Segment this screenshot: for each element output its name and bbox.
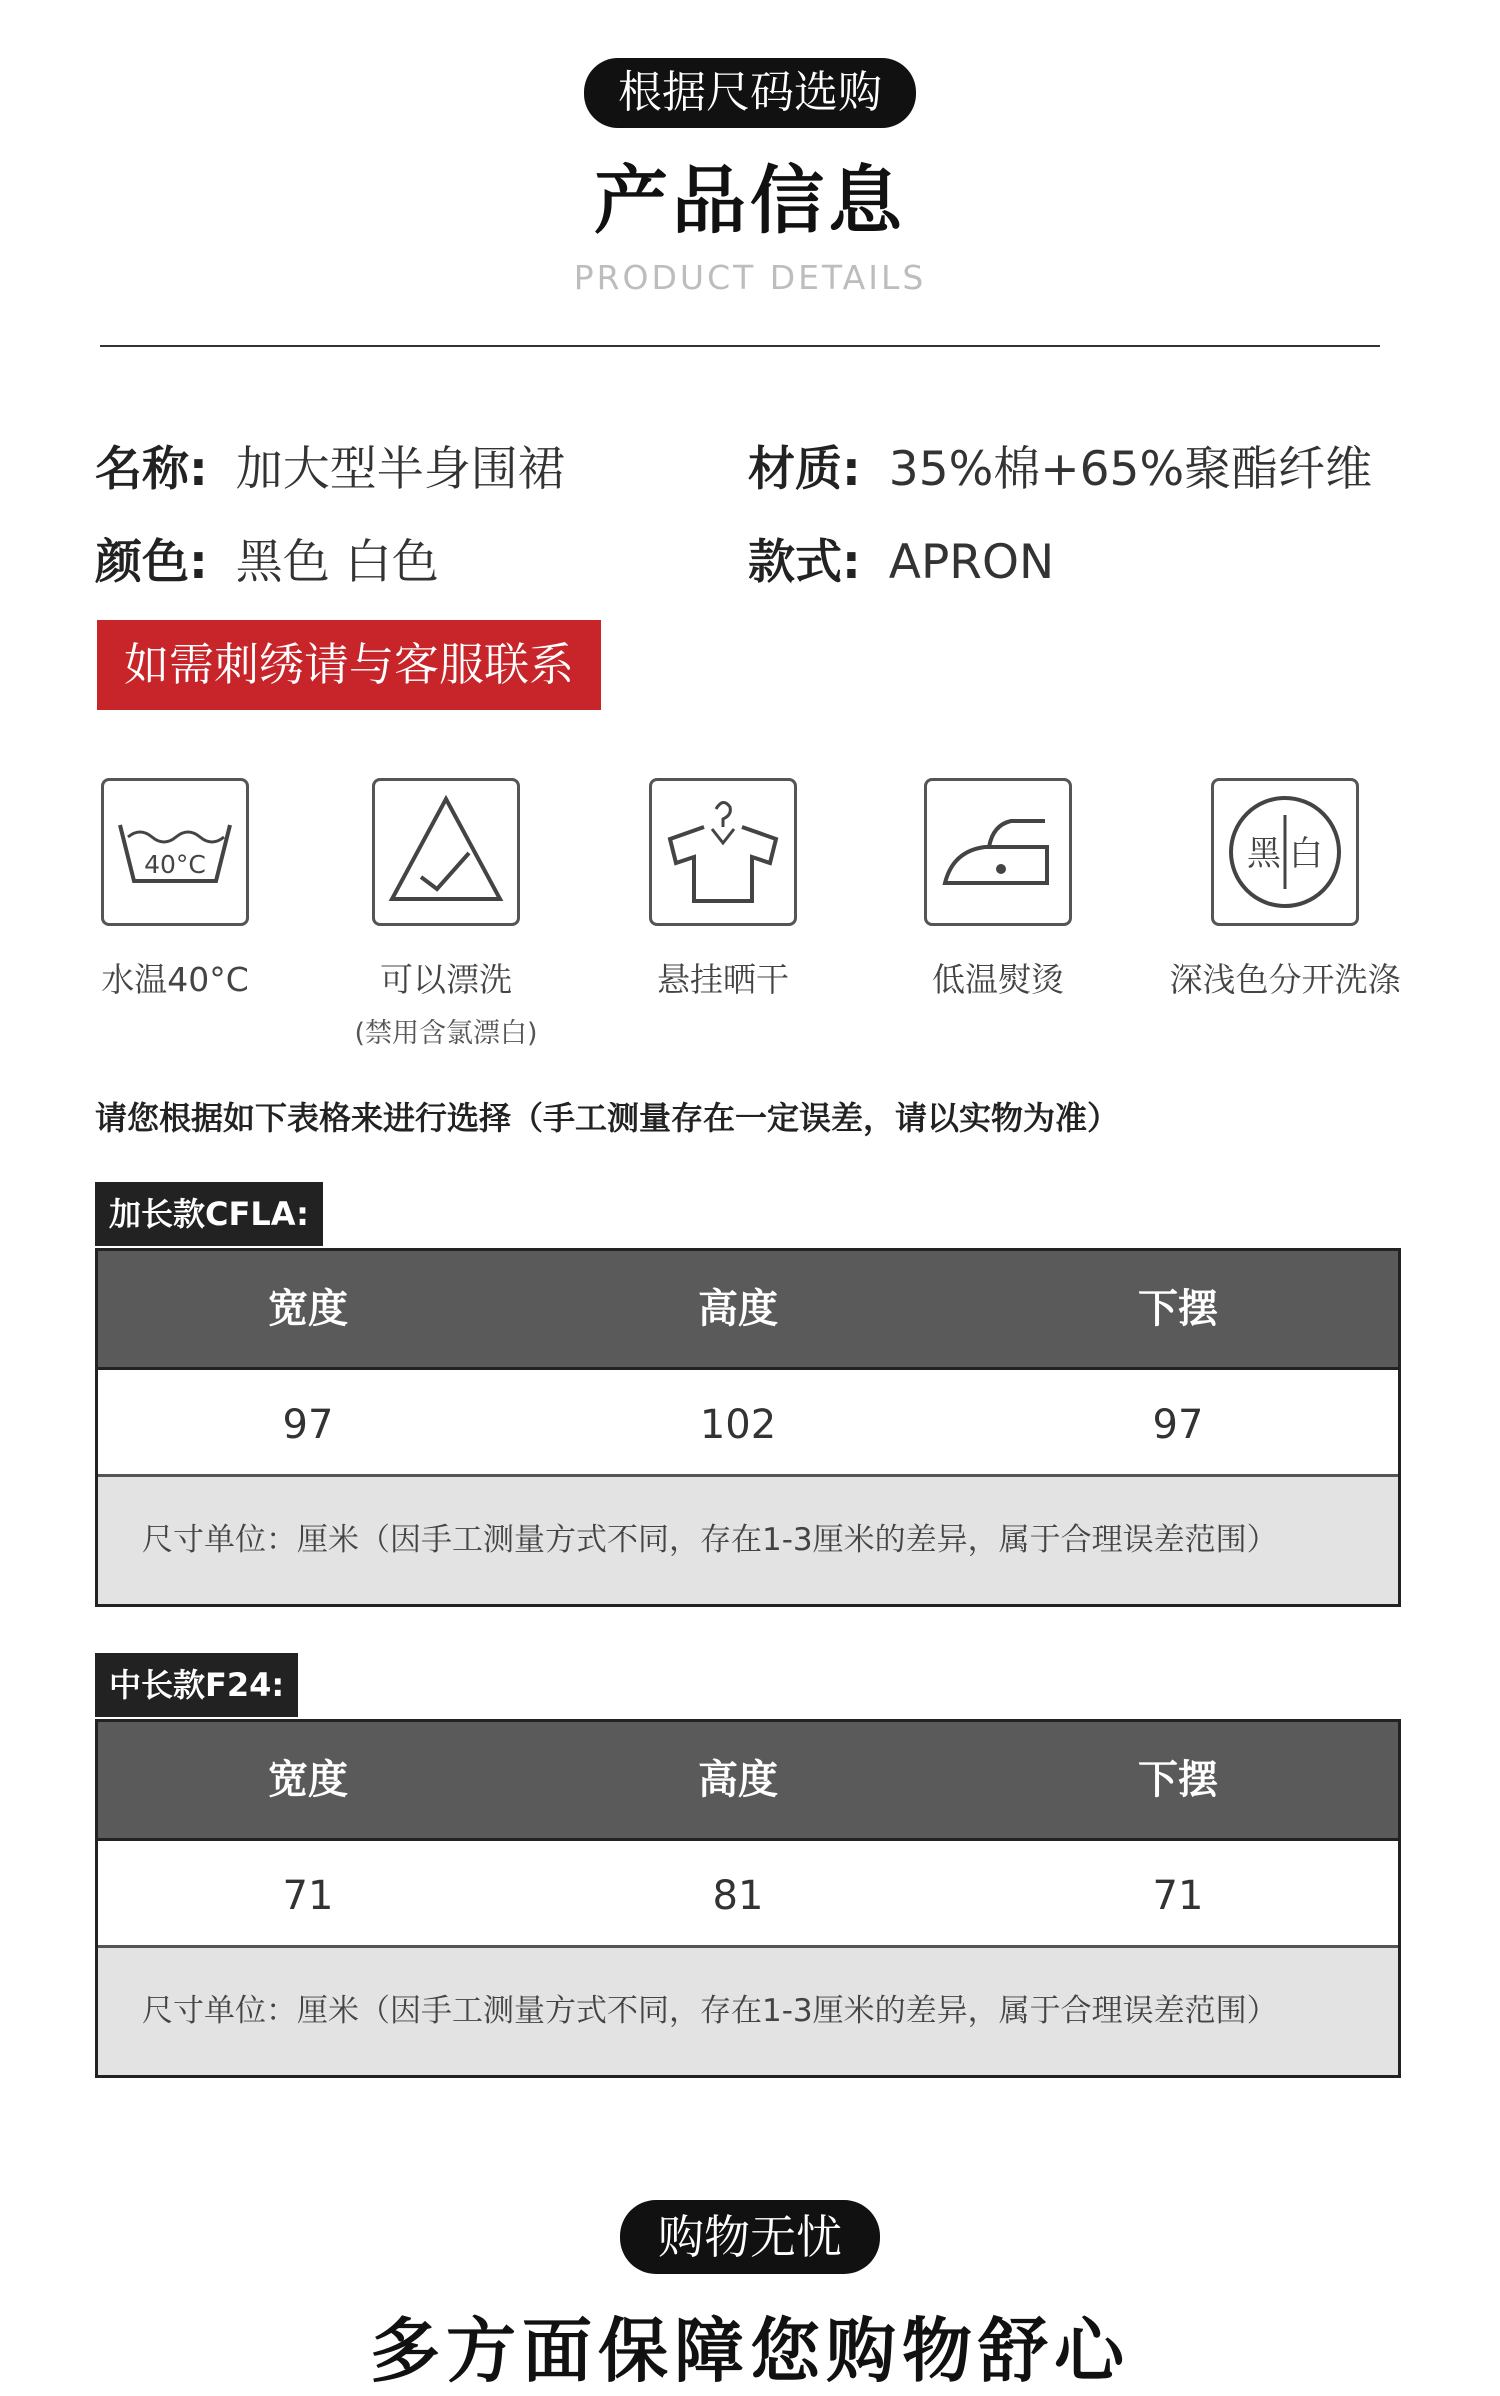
value-hem: 71 <box>1152 1873 1204 1919</box>
info-color <box>95 525 439 592</box>
care-item-iron <box>888 778 1108 1001</box>
value-hem: 97 <box>1152 1402 1204 1448</box>
header-hem: 下摆 <box>1138 1757 1218 1803</box>
care-label-bleach: 可以漂洗 <box>380 960 512 999</box>
page-subtitle: PRODUCT DETAILS <box>573 258 927 297</box>
page-title: 产品信息 <box>594 158 906 244</box>
info-material-label: 材质: <box>748 442 861 497</box>
header-width: 宽度 <box>268 1757 348 1803</box>
footer-title: 多方面保障您购物舒心 <box>370 2310 1130 2392</box>
care-item-hang <box>613 778 833 1001</box>
table-note: 尺寸单位：厘米（因手工测量方式不同，存在1-3厘米的差异，属于合理误差范围） <box>98 1477 1398 1604</box>
iron-low-icon <box>924 778 1072 926</box>
header-height: 高度 <box>698 1757 778 1803</box>
info-name-label: 名称: <box>95 442 208 497</box>
table-header-row <box>98 1722 1398 1838</box>
care-item-bleach <box>336 778 556 1050</box>
value-height: 81 <box>712 1873 764 1919</box>
table-tag-cfla: 加长款CFLA: <box>95 1182 323 1246</box>
top-badge: 根据尺码选购 <box>584 58 916 128</box>
size-instruction: 请您根据如下表格来进行选择（手工测量存在一定误差，请以实物为准） <box>95 1099 1120 1137</box>
table-note: 尺寸单位：厘米（因手工测量方式不同，存在1-3厘米的差异，属于合理误差范围） <box>98 1948 1398 2075</box>
hang-dry-icon <box>649 778 797 926</box>
care-note-bleach: (禁用含氯漂白) <box>354 1018 538 1049</box>
svg-text:白: 白 <box>1289 834 1323 874</box>
separate-wash-icon <box>1211 778 1359 926</box>
wash-40-icon <box>101 778 249 926</box>
care-label-separate: 深浅色分开洗涤 <box>1169 960 1401 999</box>
table-header-row <box>98 1251 1398 1367</box>
header-divider <box>100 345 1380 347</box>
care-item-wash <box>65 778 285 1001</box>
svg-text:黑: 黑 <box>1247 834 1281 874</box>
care-item-separate <box>1160 778 1410 1001</box>
info-color-value: 黑色 白色 <box>235 535 439 590</box>
table-row <box>98 1838 1398 1948</box>
embroidery-notice: 如需刺绣请与客服联系 <box>97 620 601 710</box>
info-name-value: 加大型半身围裙 <box>235 442 565 497</box>
info-material <box>748 432 1372 499</box>
size-table-f24 <box>95 1719 1401 2078</box>
value-width: 97 <box>282 1402 334 1448</box>
care-label-iron: 低温熨烫 <box>932 960 1064 999</box>
info-style <box>748 525 1054 592</box>
value-width: 71 <box>282 1873 334 1919</box>
header-width: 宽度 <box>268 1286 348 1332</box>
header-hem: 下摆 <box>1138 1286 1218 1332</box>
header-height: 高度 <box>698 1286 778 1332</box>
footer-badge: 购物无忧 <box>620 2200 880 2274</box>
care-label-hang: 悬挂晒干 <box>657 960 789 999</box>
care-label-wash: 水温40°C <box>101 960 249 999</box>
info-name <box>95 432 565 499</box>
bleach-icon <box>372 778 520 926</box>
info-material-value: 35%棉+65%聚酯纤维 <box>888 442 1373 497</box>
value-height: 102 <box>699 1402 777 1448</box>
table-tag-f24: 中长款F24: <box>95 1653 298 1717</box>
info-style-label: 款式: <box>748 535 861 590</box>
info-style-value: APRON <box>888 535 1055 590</box>
info-color-label: 颜色: <box>95 535 208 590</box>
table-row <box>98 1367 1398 1477</box>
wash-temp-text: 40°C <box>144 850 206 879</box>
size-table-cfla <box>95 1248 1401 1607</box>
